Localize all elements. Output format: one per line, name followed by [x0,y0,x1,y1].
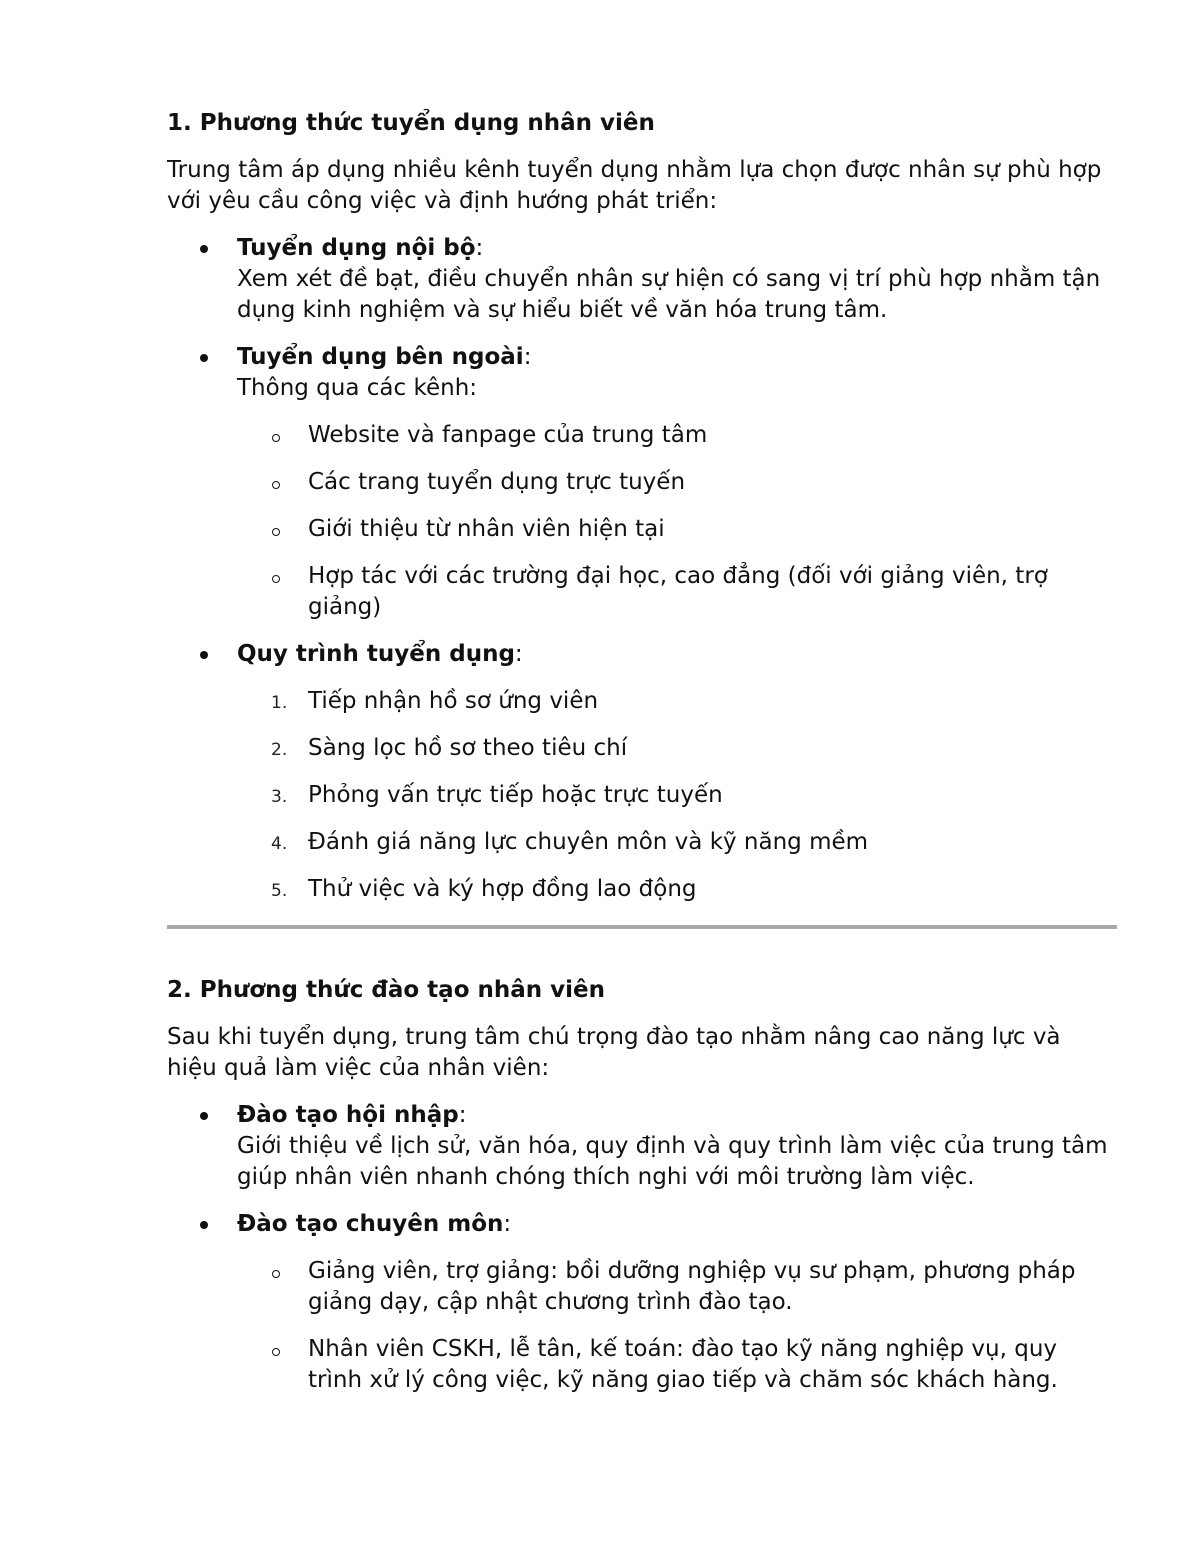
section2-intro: Sau khi tuyển dụng, trung tâm chú trọng đào tạo nhằm nâng cao năng lực và hiệu quả làm việc của nhân viên: [167,1024,1061,1081]
process-step-list [237,686,1117,905]
list-item [237,686,1117,717]
bullet-dot-icon [200,1112,208,1120]
document-page [167,108,1117,1412]
list-item [237,561,1117,623]
list-item [237,733,1117,764]
step-number: 2. [271,740,288,760]
circle-bullet-icon [272,434,280,442]
bullet-title: Đào tạo hội nhập [237,1102,459,1128]
bullet-dot-icon [200,354,208,362]
circle-bullet-icon [272,575,280,583]
bullet-colon: : [523,344,532,370]
section2-bullet-list [167,1100,1117,1396]
bullet-internal-recruitment [167,233,1117,326]
training-text: Nhân viên CSKH, lễ tân, kế toán: đào tạo kỹ năng nghiệp vụ, quy trình xử lý công việc, kỹ năng giao tiếp và chăm sóc khách hàng. [308,1336,1058,1393]
bullet-title: Tuyển dụng bên ngoài [237,344,524,370]
list-item [237,514,1117,545]
bullet-colon: : [458,1102,467,1128]
section1-heading: 1. Phương thức tuyển dụng nhân viên [167,110,655,136]
list-item [237,1256,1117,1318]
section2-heading: 2. Phương thức đào tạo nhân viên [167,977,605,1003]
circle-bullet-icon [272,1348,280,1356]
channel-text: Hợp tác với các trường đại học, cao đẳng (đối với giảng viên, trợ giảng) [308,563,1048,620]
bullet-dot-icon [200,651,208,659]
step-number: 4. [271,834,288,854]
channel-text: Giới thiệu từ nhân viên hiện tại [308,516,665,542]
bullet-recruitment-process [167,639,1117,905]
circle-bullet-icon [272,528,280,536]
bullet-description: Giới thiệu về lịch sử, văn hóa, quy định và quy trình làm việc của trung tâm giúp nhân viên nhanh chóng thích nghi với môi trường làm việc. [237,1133,1108,1190]
section1-bullet-list [167,233,1117,905]
step-number: 1. [271,693,288,713]
bullet-colon: : [475,235,484,261]
bullet-colon: : [514,641,523,667]
bullet-dot-icon [200,1221,208,1229]
channel-text: Website và fanpage của trung tâm [308,422,708,448]
circle-bullet-icon [272,1270,280,1278]
channel-list [237,420,1117,623]
bullet-description: Xem xét đề bạt, điều chuyển nhân sự hiện có sang vị trí phù hợp nhằm tận dụng kinh nghiệm và sự hiểu biết về văn hóa trung tâm. [237,266,1101,323]
step-text: Đánh giá năng lực chuyên môn và kỹ năng mềm [308,829,869,855]
step-text: Phỏng vấn trực tiếp hoặc trực tuyến [308,782,723,808]
list-item [237,780,1117,811]
step-text: Tiếp nhận hồ sơ ứng viên [308,688,599,714]
training-text: Giảng viên, trợ giảng: bồi dưỡng nghiệp vụ sư phạm, phương pháp giảng dạy, cập nhật chương trình đào tạo. [308,1258,1076,1315]
list-item [237,827,1117,858]
circle-bullet-icon [272,481,280,489]
list-item [237,874,1117,905]
step-text: Sàng lọc hồ sơ theo tiêu chí [308,735,628,761]
bullet-external-recruitment [167,342,1117,623]
training-list [237,1256,1117,1396]
bullet-title: Quy trình tuyển dụng [237,641,515,667]
bullet-professional-training [167,1209,1117,1396]
list-item [237,467,1117,498]
section1-intro: Trung tâm áp dụng nhiều kênh tuyển dụng nhằm lựa chọn được nhân sự phù hợp với yêu cầu công việc và định hướng phát triển: [167,157,1102,214]
bullet-dot-icon [200,245,208,253]
section-divider [167,925,1117,929]
bullet-title: Đào tạo chuyên môn [237,1211,504,1237]
list-item [237,420,1117,451]
bullet-description: Thông qua các kênh: [237,375,478,401]
step-number: 5. [271,881,288,901]
bullet-onboarding-training [167,1100,1117,1193]
bullet-title: Tuyển dụng nội bộ [237,235,476,261]
bullet-colon: : [503,1211,512,1237]
step-text: Thử việc và ký hợp đồng lao động [308,876,697,902]
step-number: 3. [271,787,288,807]
list-item [237,1334,1117,1396]
channel-text: Các trang tuyển dụng trực tuyến [308,469,686,495]
